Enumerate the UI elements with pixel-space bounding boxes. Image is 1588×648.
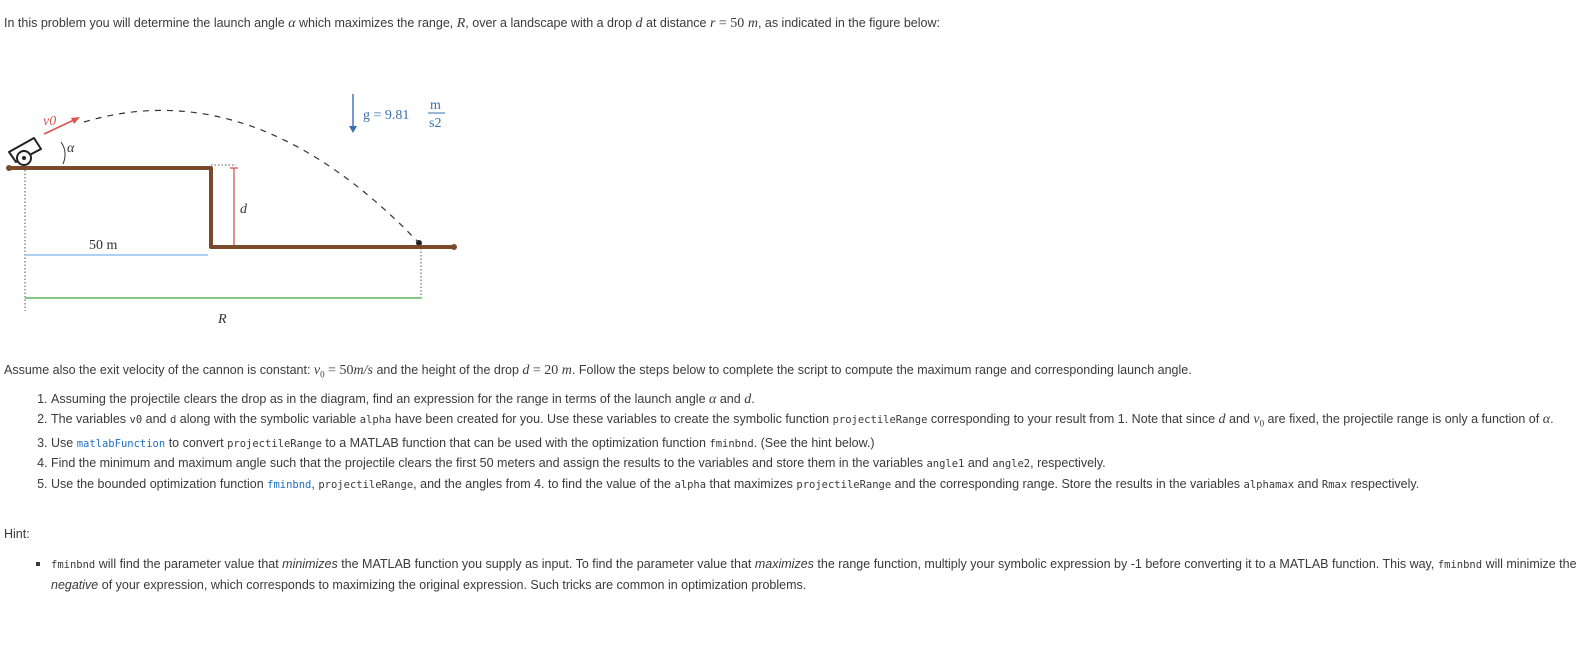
v0-subscript: 0 bbox=[1259, 418, 1265, 428]
step-text: and bbox=[142, 411, 170, 426]
step-text: respectively. bbox=[1347, 476, 1420, 491]
step-text: , and the angles from 4. to find the value of the bbox=[413, 476, 675, 491]
step-text: corresponding to your result from 1. Note that since bbox=[927, 411, 1219, 426]
step-text: . (See the hint below.) bbox=[753, 435, 875, 450]
velocity-arrowhead bbox=[71, 117, 80, 124]
range-label: R bbox=[218, 312, 227, 327]
v0-subscript: 0 bbox=[320, 369, 325, 380]
matlabfunction-link[interactable]: matlabFunction bbox=[76, 437, 166, 450]
gravity-label: g = 9.81 bbox=[363, 108, 410, 123]
drop-symbol: d bbox=[744, 392, 752, 407]
hint-item bbox=[51, 555, 1581, 595]
step-text: . bbox=[751, 392, 755, 406]
steps-list bbox=[0, 390, 1581, 495]
projectile-figure bbox=[0, 86, 470, 339]
hint-text: will minimize the bbox=[1482, 557, 1577, 571]
code-fminbnd: fminbnd bbox=[709, 437, 754, 450]
v0-value: = 50 bbox=[324, 363, 354, 378]
code-fminbnd: fminbnd bbox=[51, 559, 96, 571]
intro-paragraph bbox=[4, 16, 940, 32]
step-text: that maximizes bbox=[706, 476, 797, 491]
v0-symbol: v bbox=[313, 363, 321, 378]
code-fminbnd: fminbnd bbox=[1437, 559, 1483, 571]
intro-text: In this problem you will determine the launch angle bbox=[4, 16, 289, 30]
code-projectile-range: projectileRange bbox=[318, 478, 414, 491]
step-text: , respectively. bbox=[1030, 456, 1106, 470]
distance-value: = 50 bbox=[715, 16, 748, 31]
code-angle2: angle2 bbox=[992, 458, 1031, 470]
code-projectile-range: projectileRange bbox=[832, 413, 928, 426]
v0-unit: m/s bbox=[353, 363, 373, 378]
intro-text: at distance bbox=[642, 16, 710, 30]
gravity-arrowhead bbox=[349, 126, 357, 133]
assume-text: . Follow the steps below to complete the script to compute the maximum range and corresponding launch angle. bbox=[571, 363, 1192, 377]
step-1 bbox=[51, 390, 1581, 410]
code-alpha: alpha bbox=[674, 478, 707, 491]
distance-label: 50 m bbox=[89, 238, 118, 253]
code-alphamax: alphamax bbox=[1243, 478, 1295, 491]
gravity-unit-numerator: m bbox=[430, 98, 441, 113]
angle-arc bbox=[61, 142, 65, 164]
step-text: along with the symbolic variable bbox=[176, 411, 360, 426]
step-text: and bbox=[1225, 411, 1254, 426]
code-projectile-range: projectileRange bbox=[227, 437, 322, 450]
drop-symbol: d bbox=[1218, 411, 1226, 427]
step-3 bbox=[51, 434, 1581, 455]
step-2 bbox=[51, 410, 1581, 434]
alpha-symbol: α bbox=[288, 16, 296, 31]
projectile-diagram bbox=[0, 86, 470, 336]
code-alpha: alpha bbox=[359, 413, 392, 426]
drop-unit: m bbox=[561, 363, 572, 378]
step-text: Assuming the projectile clears the drop as in the diagram, find an expression for the range in terms of the launch angle bbox=[51, 392, 710, 406]
drop-label: d bbox=[240, 202, 247, 217]
step-text: and the corresponding range. Store the results in the variables bbox=[891, 476, 1244, 491]
assumption-paragraph bbox=[4, 363, 1192, 380]
ground-start-dot bbox=[6, 165, 12, 171]
hint-label: Hint: bbox=[4, 527, 30, 541]
intro-text: , as indicated in the figure below: bbox=[757, 16, 940, 30]
step-text: . bbox=[1550, 411, 1554, 426]
step-4 bbox=[51, 454, 1581, 475]
step-text: to convert bbox=[165, 435, 228, 450]
drop-symbol: d bbox=[522, 363, 530, 378]
code-angle1: angle1 bbox=[926, 458, 965, 470]
intro-text: which maximizes the range, bbox=[295, 16, 457, 30]
step-text: Use the bounded optimization function bbox=[51, 476, 268, 491]
step-text: have been created for you. Use these variables to create the symbolic function bbox=[391, 411, 833, 426]
distance-symbol: r bbox=[709, 16, 716, 31]
hint-emphasis: maximizes bbox=[754, 557, 814, 571]
hint-emphasis: minimizes bbox=[282, 557, 338, 571]
step-text: and bbox=[1294, 476, 1322, 491]
code-v0: v0 bbox=[129, 413, 143, 426]
step-text: , bbox=[311, 476, 319, 491]
hint-text: will find the parameter value that bbox=[95, 557, 283, 571]
drop-symbol: d bbox=[635, 16, 643, 31]
code-d: d bbox=[169, 413, 177, 426]
step-text: and bbox=[716, 392, 745, 406]
velocity-label: v0 bbox=[43, 114, 57, 129]
cannon-icon bbox=[9, 138, 41, 165]
step-text: Find the minimum and maximum angle such that the projectile clears the first 50 meters and assign the results to the variables and store them in the variables bbox=[51, 456, 927, 470]
step-text: The variables bbox=[51, 411, 130, 426]
code-projectile-range: projectileRange bbox=[796, 478, 892, 491]
alpha-symbol: α bbox=[709, 392, 717, 407]
step-text: are fixed, the projectile range is only a function of bbox=[1264, 411, 1543, 426]
code-rmax: Rmax bbox=[1321, 478, 1348, 491]
hint-emphasis: negative bbox=[51, 577, 99, 592]
v0-symbol: v bbox=[1253, 411, 1260, 427]
alpha-symbol: α bbox=[1542, 411, 1551, 427]
angle-label: α bbox=[67, 141, 75, 156]
hint-text: the range function, multiply your symbolic expression by -1 before converting it to a MATLAB function. This way, bbox=[813, 557, 1438, 571]
step-text: Use bbox=[51, 435, 77, 450]
intro-text: , over a landscape with a drop bbox=[465, 16, 636, 30]
trajectory-path bbox=[84, 110, 420, 244]
ground-profile bbox=[9, 168, 454, 247]
step-text: to a MATLAB function that can be used with the optimization function bbox=[321, 435, 710, 450]
gravity-unit-denominator: s2 bbox=[429, 116, 442, 131]
assume-text: and the height of the drop bbox=[372, 363, 523, 377]
hint-text: of your expression, which corresponds to maximizing the original expression. Such tricks are common in optimization problems. bbox=[98, 577, 807, 592]
step-text: and bbox=[964, 456, 993, 470]
assume-text: Assume also the exit velocity of the cannon is constant: bbox=[4, 363, 314, 377]
drop-value: = 20 bbox=[529, 363, 562, 378]
ground-end-dot bbox=[451, 244, 457, 250]
fminbnd-link[interactable]: fminbnd bbox=[267, 478, 312, 491]
hint-list bbox=[0, 555, 1581, 595]
unit-symbol: m bbox=[747, 16, 758, 31]
range-symbol: R bbox=[456, 16, 466, 31]
step-5 bbox=[51, 475, 1581, 496]
hint-text: the MATLAB function you supply as input. To find the parameter value that bbox=[337, 557, 755, 571]
